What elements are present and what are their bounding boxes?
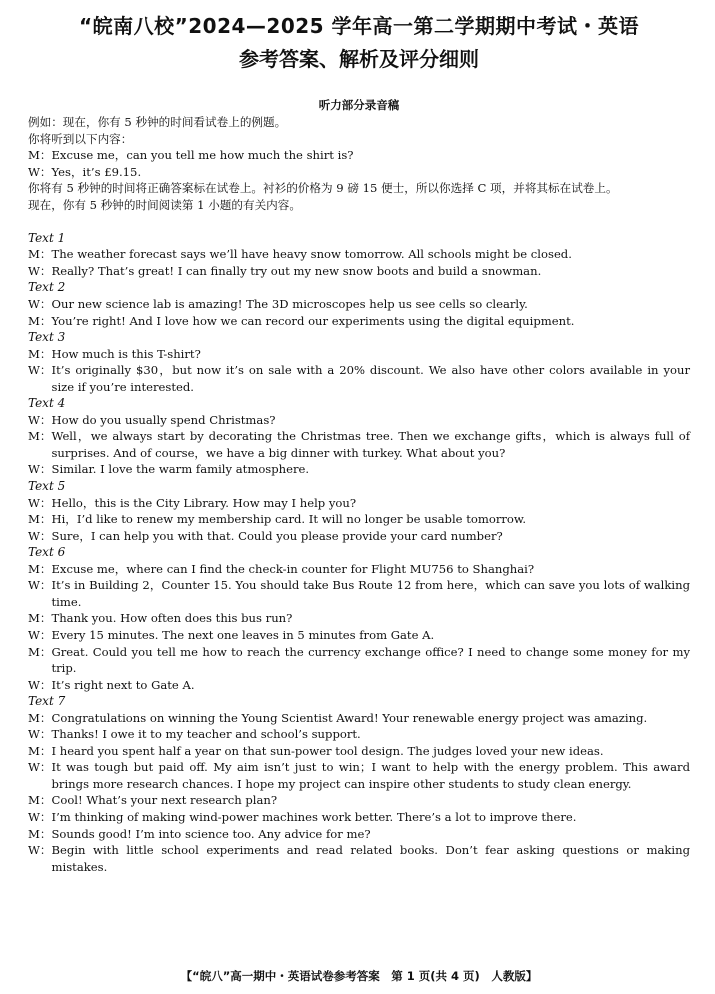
utterance-text: Thanks! I owe it to my teacher and school’s support. bbox=[51, 727, 361, 742]
speaker-label: W： bbox=[28, 809, 52, 824]
intro-line: W：Yes，it’s £9.15. bbox=[28, 164, 142, 179]
intro-line: 你将有 5 秒钟的时间将正确答案标在试卷上。衬衫的价格为 9 磅 15 便士，所以你选择 C 项，并将其标在试卷上。 bbox=[28, 181, 618, 196]
speaker-label: W： bbox=[28, 363, 52, 378]
utterance-text: Congratulations on winning the Young Scientist Award! Your renewable energy project was amazing. bbox=[51, 710, 648, 725]
dialogue-text bbox=[28, 395, 690, 478]
dialogue-turn bbox=[28, 461, 690, 478]
utterance-text: Sure，I can help you with that. Could you please provide your card number? bbox=[51, 528, 503, 543]
dialogue-texts bbox=[28, 230, 690, 875]
dialogue-turn bbox=[28, 362, 690, 395]
utterance-text: It was tough but paid off. My aim isn’t just to win；I want to help with the energy problem. This award brings more research chances. I hope my project can inspire other students to study clean energy. bbox=[51, 760, 690, 791]
dialogue-turn bbox=[28, 743, 690, 760]
utterance-text: Our new science lab is amazing! The 3D microscopes help us see cells so clearly. bbox=[51, 297, 528, 312]
utterance-text: Begin with little school experiments and read related books. Don’t fear asking questions or making mistakes. bbox=[51, 843, 690, 874]
speaker-label: W： bbox=[28, 495, 52, 510]
dialogue-turn bbox=[28, 759, 690, 792]
utterance-text: Hello，this is the City Library. How may I help you? bbox=[51, 495, 357, 510]
text-label: Text 6 bbox=[28, 545, 66, 560]
utterance-text: I’m thinking of making wind-power machines work better. There’s a lot to improve there. bbox=[51, 809, 577, 824]
speaker-label: M： bbox=[28, 644, 52, 659]
answer-key-subtitle: 参考答案、解析及评分细则 bbox=[239, 47, 479, 71]
speaker-label: M： bbox=[28, 346, 52, 361]
spacer bbox=[28, 213, 690, 230]
text-label: Text 3 bbox=[28, 330, 66, 345]
dialogue-text bbox=[28, 279, 690, 329]
dialogue-turn bbox=[28, 528, 690, 545]
speaker-label: M： bbox=[28, 561, 52, 576]
text-label: Text 5 bbox=[28, 479, 66, 494]
utterance-text: It’s originally $30，but now it’s on sale with a 20% discount. We also have other colors available in your size if you’re interested. bbox=[51, 363, 690, 394]
dialogue-turn bbox=[28, 792, 690, 809]
text-label: Text 7 bbox=[28, 694, 66, 709]
speaker-label: M： bbox=[28, 247, 52, 262]
utterance-text: Well，we always start by decorating the Christmas tree. Then we exchange gifts，which is always full of surprises. And of course，we have a big dinner with turkey. What about you? bbox=[51, 429, 690, 460]
dialogue-text bbox=[28, 693, 690, 875]
speaker-label: W： bbox=[28, 843, 52, 858]
speaker-label: M： bbox=[28, 743, 52, 758]
dialogue-turn bbox=[28, 296, 690, 313]
speaker-label: M： bbox=[28, 313, 52, 328]
utterance-text: Cool! What’s your next research plan? bbox=[51, 793, 278, 808]
speaker-label: W： bbox=[28, 528, 52, 543]
page-footer: 【“皖八”高一期中・英语试卷参考答案 第 1 页(共 4 页) 人教版】 bbox=[180, 969, 538, 983]
text-label: Text 4 bbox=[28, 396, 66, 411]
text-label: Text 2 bbox=[28, 280, 66, 295]
speaker-label: W： bbox=[28, 578, 52, 593]
utterance-text: Every 15 minutes. The next one leaves in 5 minutes from Gate A. bbox=[51, 627, 435, 642]
section-title: 听力部分录音稿 bbox=[318, 98, 400, 112]
speaker-label: W： bbox=[28, 412, 52, 427]
speaker-label: W： bbox=[28, 627, 52, 642]
dialogue-turn bbox=[28, 263, 690, 280]
dialogue-turn bbox=[28, 809, 690, 826]
dialogue-turn bbox=[28, 627, 690, 644]
dialogue-turn bbox=[28, 561, 690, 578]
utterance-text: Similar. I love the warm family atmosphere. bbox=[51, 462, 310, 477]
speaker-label: W： bbox=[28, 462, 52, 477]
intro-block bbox=[28, 114, 690, 213]
dialogue-turn bbox=[28, 826, 690, 843]
utterance-text: Hi，I’d like to renew my membership card. It will no longer be usable tomorrow. bbox=[51, 512, 527, 527]
dialogue-turn bbox=[28, 677, 690, 694]
utterance-text: Sounds good! I’m into science too. Any advice for me? bbox=[51, 826, 371, 841]
utterance-text: The weather forecast says we’ll have heavy snow tomorrow. All schools might be closed. bbox=[51, 247, 572, 262]
dialogue-turn bbox=[28, 313, 690, 330]
dialogue-turn bbox=[28, 246, 690, 263]
utterance-text: You’re right! And I love how we can record our experiments using the digital equipment. bbox=[51, 313, 575, 328]
dialogue-text bbox=[28, 478, 690, 544]
speaker-label: M： bbox=[28, 429, 52, 444]
dialogue-turn bbox=[28, 610, 690, 627]
speaker-label: W： bbox=[28, 297, 52, 312]
intro-line: 现在，你有 5 秒钟的时间阅读第 1 小题的有关内容。 bbox=[28, 197, 301, 212]
speaker-label: W： bbox=[28, 727, 52, 742]
dialogue-turn bbox=[28, 644, 690, 677]
speaker-label: M： bbox=[28, 611, 52, 626]
dialogue-turn bbox=[28, 577, 690, 610]
speaker-label: M： bbox=[28, 512, 52, 527]
dialogue-turn bbox=[28, 346, 690, 363]
utterance-text: Thank you. How often does this bus run? bbox=[51, 611, 293, 626]
utterance-text: Excuse me，where can I find the check-in counter for Flight MU756 to Shanghai? bbox=[51, 561, 535, 576]
dialogue-turn bbox=[28, 412, 690, 429]
utterance-text: How do you usually spend Christmas? bbox=[51, 412, 276, 427]
dialogue-text bbox=[28, 329, 690, 395]
speaker-label: W： bbox=[28, 760, 52, 775]
dialogue-turn bbox=[28, 726, 690, 743]
dialogue-text bbox=[28, 544, 690, 693]
dialogue-turn bbox=[28, 710, 690, 727]
transcript-body bbox=[28, 114, 690, 875]
speaker-label: W： bbox=[28, 263, 52, 278]
utterance-text: How much is this T-shirt? bbox=[51, 346, 201, 361]
speaker-label: M： bbox=[28, 826, 52, 841]
dialogue-turn bbox=[28, 511, 690, 528]
dialogue-turn bbox=[28, 428, 690, 461]
intro-line: 你将听到以下内容： bbox=[28, 131, 133, 146]
intro-line: 例如：现在，你有 5 秒钟的时间看试卷上的例题。 bbox=[28, 115, 287, 129]
utterance-text: Really? That’s great! I can finally try out my new snow boots and build a snowman. bbox=[51, 263, 542, 278]
speaker-label: M： bbox=[28, 710, 52, 725]
speaker-label: W： bbox=[28, 677, 52, 692]
dialogue-turn bbox=[28, 495, 690, 512]
utterance-text: It’s in Building 2，Counter 15. You should take Bus Route 12 from here，which can save you lots of walking time. bbox=[51, 578, 690, 609]
speaker-label: M： bbox=[28, 793, 52, 808]
text-label: Text 1 bbox=[28, 230, 66, 245]
exam-title: “皖南八校”2024—2025 学年高一第二学期期中考试・英语 bbox=[78, 14, 640, 38]
intro-line: M：Excuse me，can you tell me how much the shirt is? bbox=[28, 148, 354, 163]
utterance-text: Great. Could you tell me how to reach the currency exchange office? I need to change some money for my trip. bbox=[51, 644, 690, 676]
utterance-text: I heard you spent half a year on that sun-power tool design. The judges loved your new ideas. bbox=[51, 743, 604, 758]
utterance-text: It’s right next to Gate A. bbox=[51, 677, 195, 692]
dialogue-turn bbox=[28, 842, 690, 875]
dialogue-text bbox=[28, 230, 690, 280]
